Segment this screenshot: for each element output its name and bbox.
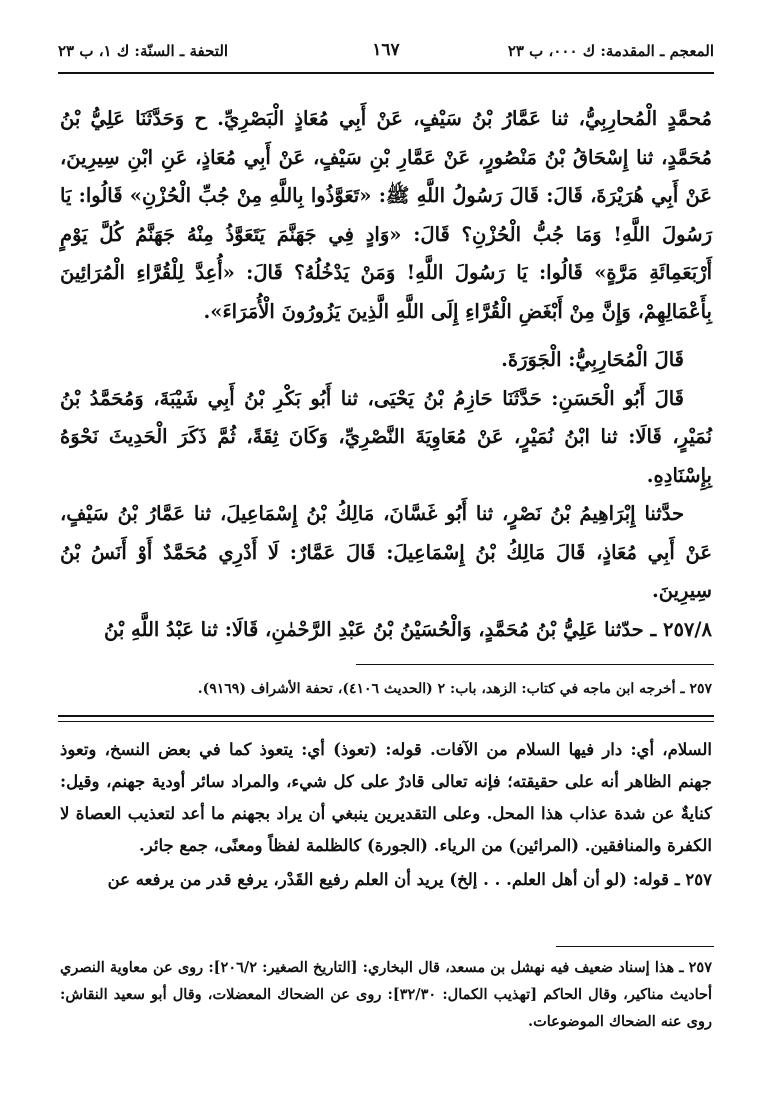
hadith-chain-paragraph: حدَّثنا إِبْرَاهِيمُ بْنُ نَصْرٍ، ثنا أَبُو غَسَّانَ، مَالِكُ بْنُ إِسْمَاعِيلَ، ثنا عَمَّارُ بْنُ سَيْفٍ، عَنْ أَبِي مُعَاذٍ، قَالَ مَالِكُ بْنُ إِسْمَاعِيلَ: قَالَ عَمَّارٌ: لَا أَدْرِي مُحَمَّدٌ أَوْ أَنَسُ بْنُ سِيرِينَ. [60, 502, 712, 602]
notes-separator [556, 946, 714, 947]
takhrij-footnote: ٢٥٧ ـ أخرجه ابن ماجه في كتاب: الزهد، باب: ٢ (الحديث ٤١٠٦)، تحفة الأشراف (٩١٦٩). [197, 681, 712, 697]
hadith-next-paragraph: ٢٥٧/٨ ـ حدّثنا عَلِيُّ بْنُ مُحَمَّدٍ، وَالْحُسَيْنُ بْنُ عَبْدِ الرَّحْمٰنِ، قَالَا: ثنا عَبْدُ اللَّهِ بْنُ [103, 617, 712, 641]
page-number: ١٦٧ [372, 40, 400, 60]
header-left-reference: التحفة ـ السنّة: ك ١، ب ٢٣ [58, 42, 229, 60]
running-header [58, 40, 714, 66]
hadith-chain-paragraph: قَالَ أَبُو الْحَسَنِ: حَدَّثَنَا حَازِمُ بْنُ يَحْيَى، ثنا أَبُو بَكْرِ بْنُ أَبِي شَيْبَةَ، وَمُحَمَّدُ بْنُ نُمَيْرٍ، قَالَا: ثنا ابْنُ نُمَيْرٍ، عَنْ مُعَاوِيَةَ النَّصْرِيِّ، وَكَانَ ثِقَةً، ثُمَّ ذَكَرَ الْحَدِيثَ نَحْوَهُ بِإِسْنَادِهِ. [60, 386, 712, 487]
hadith-text [60, 100, 712, 649]
commentary-paragraph: السلام، أي: دار فيها السلام من الآفات. قوله: (تعوذ) أي: يتعوذ كما في بعض النسخ، وتعوذ جهنم الظاهر أنه على حقيقته؛ فإنه تعالى قادرٌ على كل شيء، والمراد سائر أودية جهنم، وقيل: كنايةٌ عن شدة عذاب هذا المحل. وعلى التقديرين ينبغي أن يراد بجهنم ما أعد لتعذيب العصاة لا الكفرة والمنافقين. (المرائين) من الرياء. (الجورة) كالظلمة لفظاً ومعنًى، جمع جائر. [60, 740, 712, 855]
commentary-separator [58, 715, 714, 722]
header-rule [58, 72, 714, 74]
footnote-separator [356, 664, 714, 665]
header-right-reference: المعجم ـ المقدمة: ك ٠٠٠، ب ٢٣ [507, 42, 714, 60]
commentary-paragraph: ٢٥٧ ـ قوله: (لو أن أهل العلم. . . إلخ) يريد أن العلم رفيع القَدْر، يرفع قدر من يرفعه عن [107, 870, 712, 889]
commentary-section [60, 734, 712, 896]
hadith-paragraph: مُحمَّدٍ الْمُحارِبِيُّ، ثنا عَمَّارُ بْنُ سَيْفٍ، عَنْ أَبِي مُعَاذٍ الْبَصْرِيِّ. ح وَحَدَّثَنَا عَلِيُّ بْنُ مُحَمَّدٍ، ثنا إِسْحَاقُ بْنُ مَنْصُورٍ، عَنْ عَمَّارِ بْنِ سَيْفٍ، عَنْ أَبِي مُعَاذٍ، عَنِ ابْنِ سِيرِينَ، عَنْ أَبِي هُرَيْرَةَ، قَالَ: قَالَ رَسُولُ اللَّهِ ﷺ: «تَعَوَّذُوا بِاللَّهِ مِنْ جُبِّ الْحُزْنِ» قَالُوا: يَا رَسُولَ اللَّهِ! وَمَا جُبُّ الْحُزْنِ؟ قَالَ: «وَادٍ فِي جَهَنَّمَ يَتَعَوَّذُ مِنْهُ جَهَنَّمُ كُلَّ يَوْمٍ أَرْبَعَمِائَةِ مَرَّةٍ» قَالُوا: يَا رَسُولَ اللَّهِ! وَمَنْ يَدْخُلُهُ؟ قَالَ: «أُعِدَّ لِلْقُرَّاءِ الْمُرَائِينَ بِأَعْمَالِهِمْ، وَإِنَّ مِنْ أَبْغَضِ الْقُرَّاءِ إِلَى اللَّهِ الَّذِينَ يَزُورُونَ الْأُمَرَاءَ». [60, 107, 712, 323]
grading-notes [60, 954, 712, 1035]
notes-paragraph: ٢٥٧ ـ هذا إسناد ضعيف فيه نهشل بن مسعد، قال البخاري: [التاريخ الصغير: ٢٠٦/٢]: روى عن معاوية النصري أحاديث مناكير، وقال الحاكم [تهذيب الكمال: ٣٢/٣٠]: روى عن الضحاك المعضلات، وقال أبو سعيد النقاش: روى عنه الضحاك الموضوعات. [60, 959, 713, 1030]
hadith-note-paragraph: قَالَ الْمُحَارِبِيُّ: الْجَوَرَةَ. [501, 348, 684, 371]
